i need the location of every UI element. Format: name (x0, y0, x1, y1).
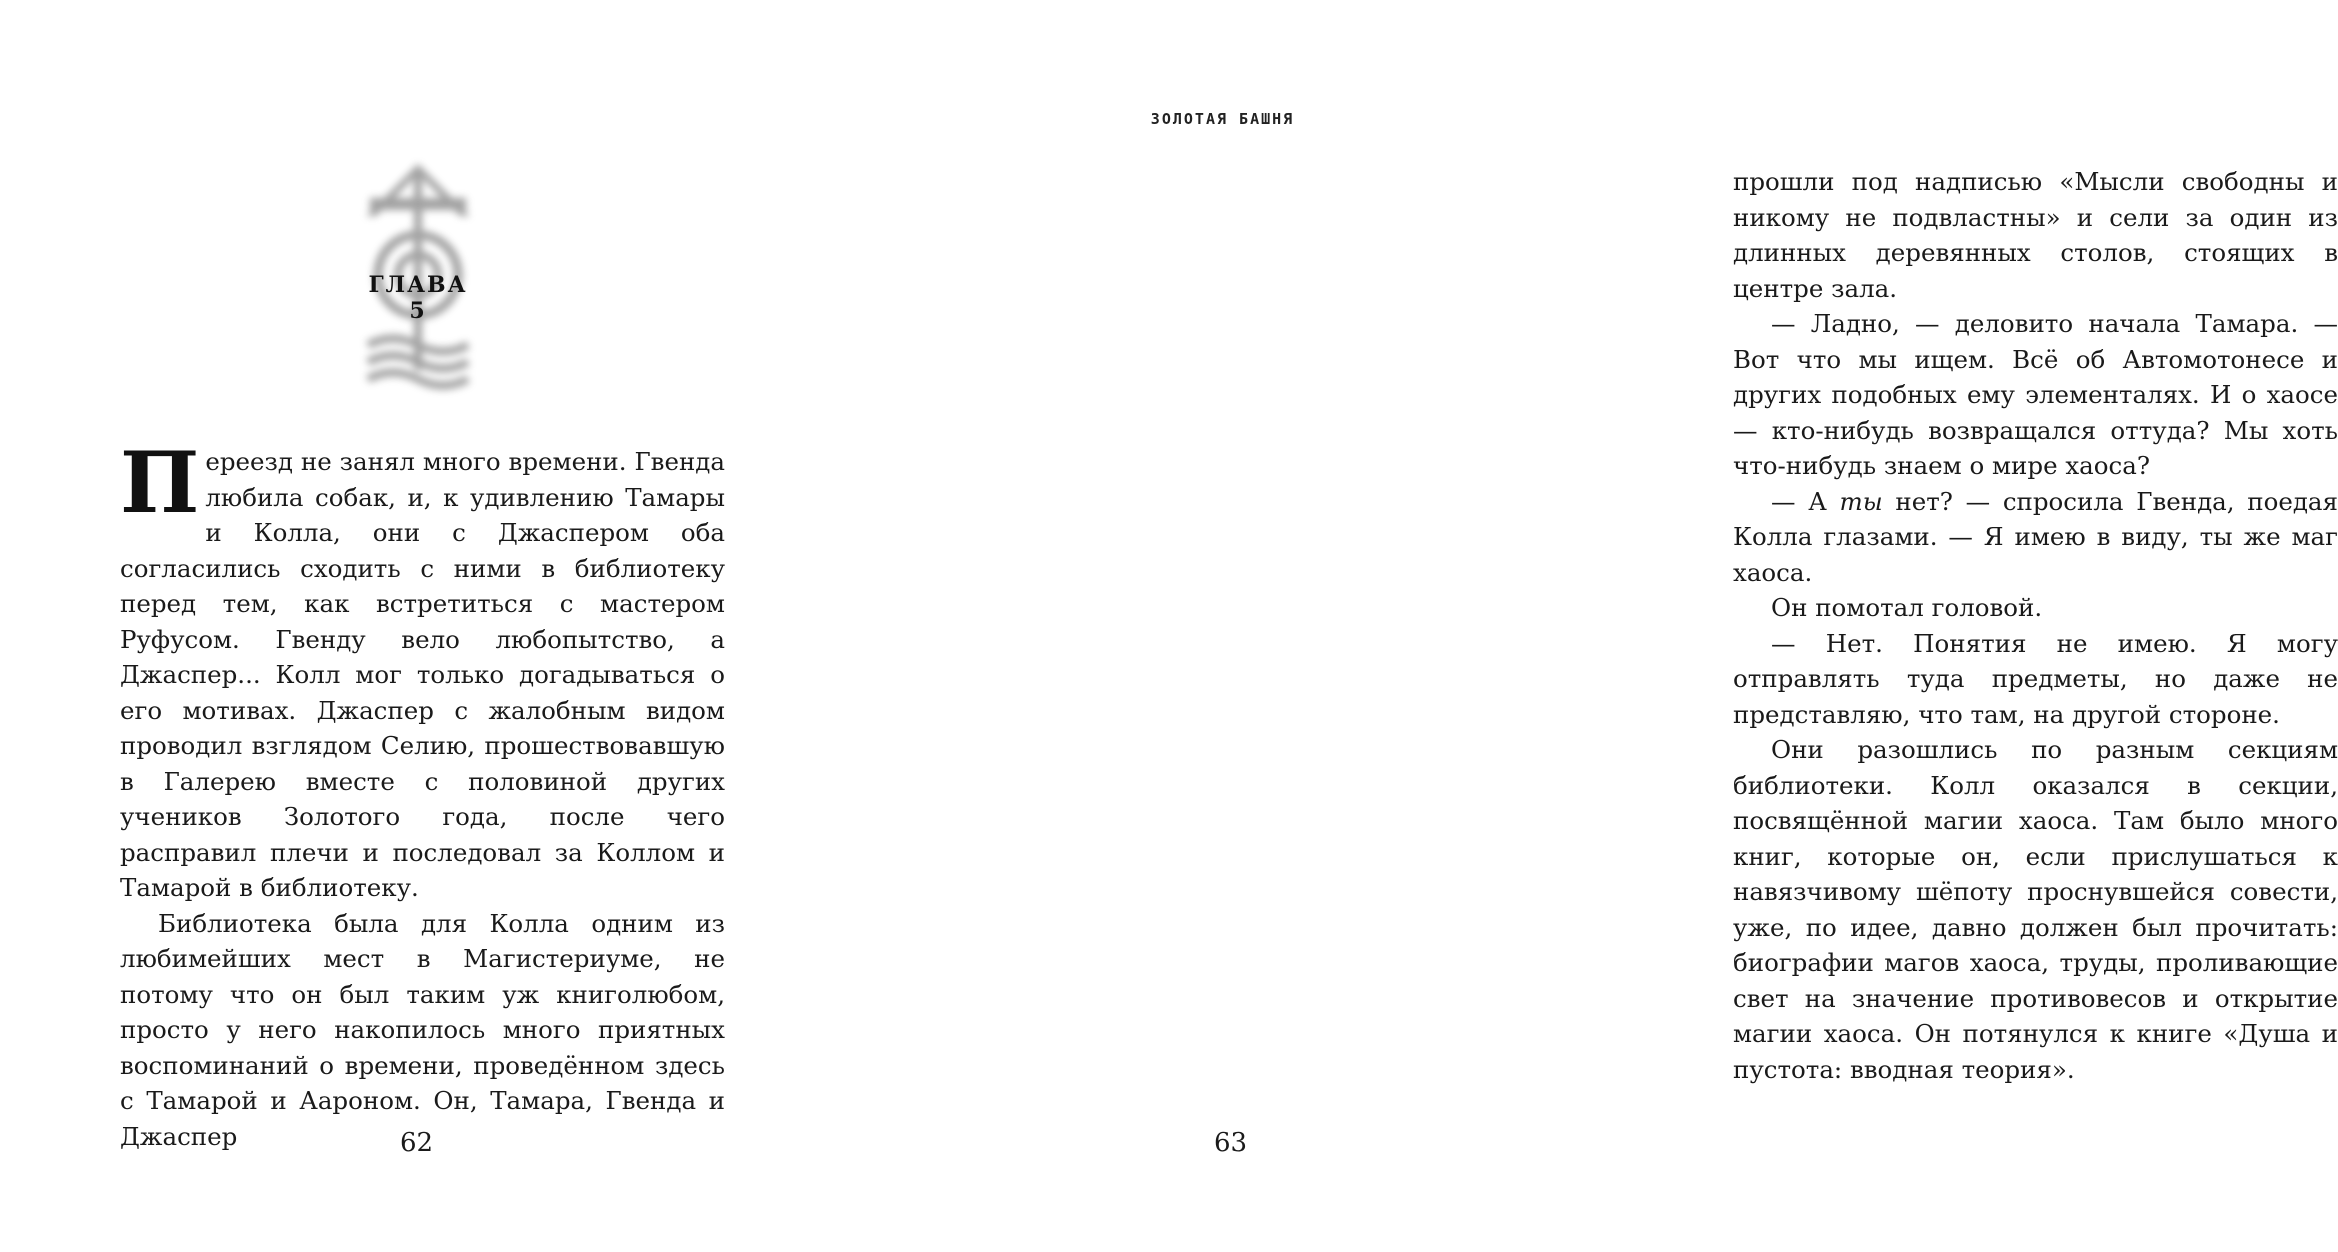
page-number-value: 62 (399, 1128, 434, 1158)
paragraph (1733, 484, 2338, 591)
paragraph-text: ереезд не занял много времени. Гвенда любила собак, и, к удивлению Тамары и Колла, они с Джаспером оба согласились сходить с ними в библиотеку перед тем, как встретиться с мастером Руфусом. Гвенду вело любопытство, а Джаспер... Колл мог только догадываться о его мотивах. Джаспер с жалобным видом проводил взглядом Селию, прошествовавшую в Галерею вместе с половиной других учеников Золотого года, после чего расправил плечи и последовал за Коллом и Тамарой в библиотеку. (120, 447, 725, 902)
paragraph-text: — А (1771, 486, 1840, 516)
running-head: ЗОЛОТАЯ БАШНЯ (1150, 110, 1295, 128)
paragraph: Они разошлись по разным секциям библиотеки. Колл оказался в секции, посвящённой магии хаоса. Там было много книг, которые он, если прислушаться к навязчивому шёпоту проснувшейся совести, уже, по идее, давно должен был прочитать: биографии магов хаоса, труды, проливающие свет на значение противовесов и открытие магии хаоса. Он потянулся к книге «Душа и пустота: вводная теория». (1733, 735, 2338, 1084)
drop-cap: П (120, 433, 200, 532)
paragraph (120, 433, 725, 906)
chapter-title: ГЛАВА 5 (368, 272, 468, 324)
page-number-value: 63 (1213, 1128, 1248, 1158)
right-page-text (1733, 164, 2338, 1087)
paragraph: прошли под надписью «Мысли свободны и никому не подвластны» и сели за один из длинных деревянных столов, стоящих в центре зала. (1733, 167, 2338, 303)
left-page (0, 0, 815, 1252)
paragraph: Он помотал головой. (1771, 593, 2043, 622)
page-number (0, 1128, 815, 1158)
paragraph-text: нет? — спросила Гвенда, поедая Колла глазами. — Я имею в виду, ты же маг хаоса. (1733, 486, 2338, 587)
paragraph: — Ладно, — деловито начала Тамара. — Вот что мы ищем. Всё об Автомотонесе и других подобных ему элементалях. И о хаосе — кто-нибудь возвращался оттуда? Мы хоть что-нибудь знаем о мире хаоса? (1733, 309, 2338, 480)
left-page-text (120, 433, 725, 1154)
paragraph: — Нет. Понятия не имею. Я могу отправлять туда предметы, но даже не представляю, что там, на другой стороне. (1733, 628, 2338, 729)
emphasis-text: ты (1839, 486, 1883, 516)
paragraph: Библиотека была для Колла одним из любимейших мест в Магистериуме, не потому что он был таким уж книголюбом, просто у него накопилось много приятных воспоминаний о времени, проведённом здесь с Тамарой и Аароном. Он, Тамара, Гвенда и Джаспер (120, 908, 725, 1151)
right-page (815, 0, 2338, 1252)
page-number (815, 1128, 1630, 1158)
